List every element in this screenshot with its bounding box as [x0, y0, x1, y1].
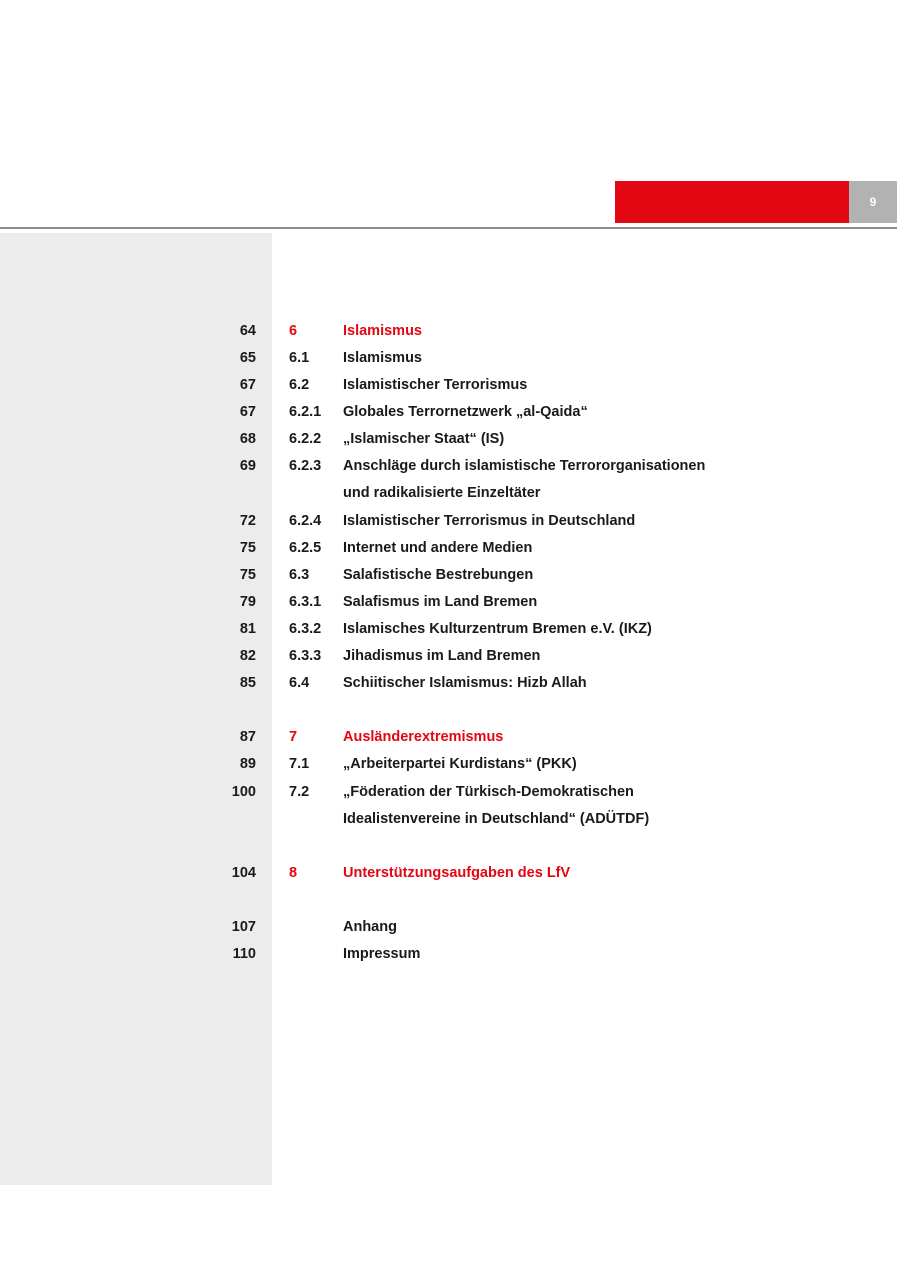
- toc-page: 75: [239, 540, 256, 556]
- toc-title: Ausländerextremismus: [343, 729, 504, 745]
- toc-page: 72: [239, 513, 256, 529]
- toc-title: Islamismus: [343, 350, 422, 366]
- toc-title: „Islamischer Staat“ (IS): [343, 431, 505, 447]
- toc-page: 67: [239, 404, 256, 420]
- toc-title: Anschläge durch islamistische Terrororganisationen: [343, 458, 706, 474]
- toc-title: Unterstützungsaufgaben des LfV: [343, 865, 571, 881]
- toc-page: 100: [231, 784, 256, 800]
- toc-page: 79: [239, 594, 256, 610]
- toc-page: 64: [239, 323, 256, 339]
- toc-page: 87: [239, 729, 256, 745]
- toc-number: 7.2: [289, 784, 310, 800]
- toc-number: 7.1: [289, 756, 310, 772]
- toc-page: 67: [239, 377, 256, 393]
- toc-page: 104: [231, 865, 256, 881]
- toc-number: 6.2.1: [289, 404, 322, 420]
- toc-page: 89: [239, 756, 256, 772]
- toc-title: Anhang: [343, 919, 397, 935]
- toc-page: 69: [239, 458, 256, 474]
- toc-number: 6.3: [289, 567, 310, 583]
- header-accent-bar: [615, 181, 849, 223]
- toc-title: Jihadismus im Land Bremen: [343, 648, 541, 664]
- toc-number: 6.2.5: [289, 540, 322, 556]
- toc-page: 110: [232, 946, 256, 962]
- toc-title: Impressum: [343, 946, 421, 962]
- toc-number: 6.2: [289, 377, 310, 393]
- toc-title: Internet und andere Medien: [343, 540, 533, 556]
- toc-title: „Arbeiterpartei Kurdistans“ (PKK): [343, 756, 577, 772]
- toc-page: 65: [239, 350, 256, 366]
- toc-title: Islamismus: [343, 323, 422, 339]
- toc-page: 85: [239, 675, 256, 691]
- toc-page: 107: [231, 919, 256, 935]
- toc-title: und radikalisierte Einzeltäter: [343, 485, 541, 501]
- header-rule: [0, 227, 897, 229]
- toc-number: 6.3.3: [289, 648, 322, 664]
- toc-title: Schiitischer Islamismus: Hizb Allah: [343, 675, 587, 691]
- toc-number: 6.2.4: [289, 513, 322, 529]
- toc-number: 6.2.2: [289, 431, 322, 447]
- toc-number: 6.4: [289, 675, 310, 691]
- toc-page: 81: [239, 621, 256, 637]
- toc-number: 6: [289, 323, 298, 339]
- toc-number: 6.3.1: [289, 594, 322, 610]
- page-number: 9: [849, 181, 897, 223]
- toc-number: 6.3.2: [289, 621, 322, 637]
- toc-title: Salafismus im Land Bremen: [343, 594, 538, 610]
- toc-title: „Föderation der Türkisch-Demokratischen: [343, 784, 634, 800]
- toc-number: 8: [289, 865, 298, 881]
- toc-title: Islamistischer Terrorismus in Deutschland: [343, 513, 636, 529]
- toc-title: Salafistische Bestrebungen: [343, 567, 534, 583]
- toc-title: Islamistischer Terrorismus: [343, 377, 528, 393]
- toc-page: 82: [239, 648, 256, 664]
- toc-number: 6.2.3: [289, 458, 322, 474]
- toc-title: Islamisches Kulturzentrum Bremen e.V. (IKZ): [343, 621, 652, 637]
- toc-page: 68: [239, 431, 256, 447]
- toc-title: Idealistenvereine in Deutschland“ (ADÜTDF): [343, 811, 650, 827]
- toc-number: 6.1: [289, 350, 310, 366]
- toc-page: 75: [239, 567, 256, 583]
- toc-title: Globales Terrornetzwerk „al-Qaida“: [343, 404, 588, 420]
- toc-number: 7: [289, 729, 298, 745]
